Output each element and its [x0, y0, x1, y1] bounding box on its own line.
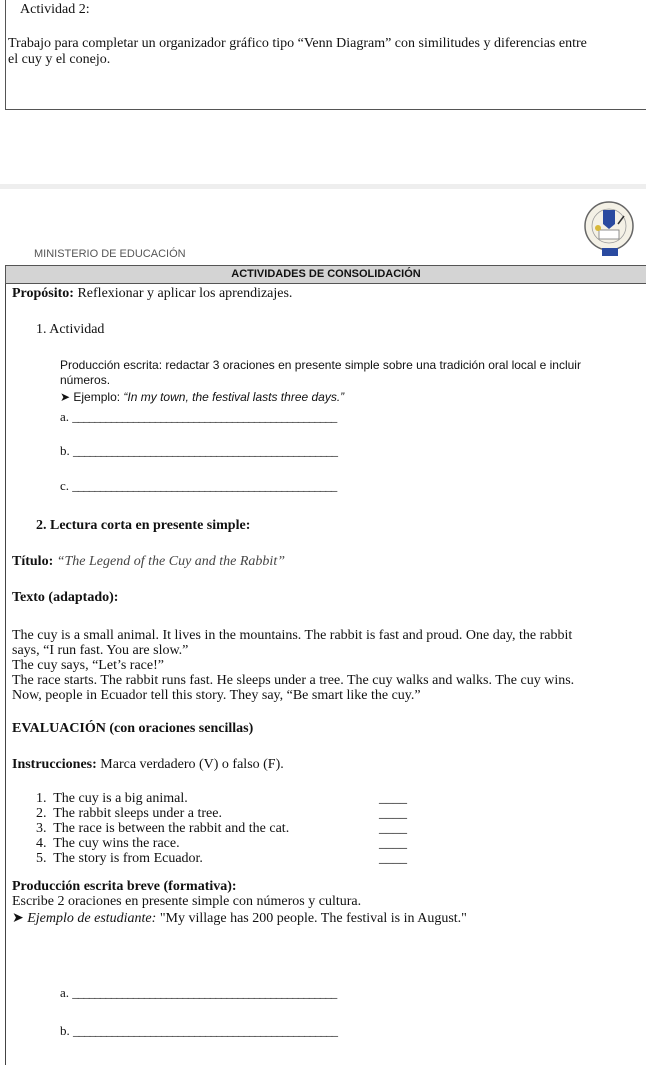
answer-line-b[interactable]: [60, 443, 337, 459]
item-text: The race is between the rabbit and the cat.: [53, 821, 290, 836]
tf-item-3: [36, 821, 486, 837]
answer-blank[interactable]: ____: [379, 821, 407, 836]
answer-line-c[interactable]: [60, 478, 336, 494]
instructions-label: Instrucciones:: [12, 757, 97, 772]
blank-label: b.: [60, 443, 70, 458]
page-separator: [0, 184, 646, 189]
evaluation-heading: EVALUACIÓN (con oraciones sencillas): [12, 721, 254, 736]
ministry-label: MINISTERIO DE EDUCACIÓN: [34, 248, 186, 260]
activity-2-heading: 2. Lectura corta en presente simple:: [36, 518, 251, 533]
title-text: “The Legend of the Cuy and the Rabbit”: [56, 554, 285, 569]
section-header-title: ACTIVIDADES DE CONSOLIDACIÓN: [231, 268, 421, 280]
reading-line: The cuy is a small animal. It lives in the mountains. The rabbit is fast and proud. One day, the rabbit: [12, 628, 573, 643]
item-number: 4.: [36, 836, 47, 851]
reading-line: The cuy says, “Let’s race!”: [12, 658, 164, 673]
item-number: 5.: [36, 851, 47, 866]
tf-item-2: [36, 806, 486, 822]
left-border: [5, 265, 6, 1065]
item-number: 1.: [36, 791, 47, 806]
evaluation-instructions: [12, 757, 284, 773]
purpose-text: Reflexionar y aplicar los aprendizajes.: [77, 286, 293, 301]
blank-line: ________________________________________________: [72, 985, 337, 1000]
blank-label: a.: [60, 409, 70, 424]
instructions-text: Marca verdadero (V) o falso (F).: [100, 757, 284, 772]
answer-blank[interactable]: ____: [379, 791, 407, 806]
activity-2-text: Trabajo para completar un organizador gráfico tipo “Venn Diagram” con similitudes y diferencias entre: [8, 36, 587, 51]
answer-blank[interactable]: ____: [379, 836, 407, 851]
activity-1-heading: 1. Actividad: [36, 322, 105, 337]
writing-heading: Producción escrita breve (formativa):: [12, 879, 237, 894]
blank-line: ________________________________________________: [73, 443, 337, 458]
purpose-label: Propósito:: [12, 286, 74, 301]
reading-line: Now, people in Ecuador tell this story. They say, “Be smart like the cuy.”: [12, 688, 421, 703]
blank-label: b.: [60, 1023, 70, 1038]
writing-example: ➤ Ejemplo de estudiante: "My village has 200 people. The festival is in August.": [12, 911, 467, 926]
activity-2-title: Actividad 2:: [20, 2, 90, 17]
example-text: "My village has 200 people. The festival is in August.": [156, 911, 467, 926]
blank-line: ________________________________________________: [72, 478, 337, 493]
item-text: The story is from Ecuador.: [53, 851, 203, 866]
title-label: Título:: [12, 554, 54, 569]
example-label: Ejemplo:: [73, 390, 124, 404]
activity-1-instructions-cont: números.: [60, 373, 111, 387]
blank-line: ________________________________________________: [72, 409, 337, 424]
answer-line-a[interactable]: [60, 409, 336, 425]
section-header-bar: [5, 265, 646, 284]
answer-blank[interactable]: ____: [379, 806, 407, 821]
activity-1-example: ➤ Ejemplo: “In my town, the festival lasts three days.”: [60, 390, 345, 404]
item-text: The cuy is a big animal.: [53, 791, 188, 806]
example-text: “In my town, the festival lasts three days.”: [123, 390, 345, 404]
blank-label: a.: [60, 985, 70, 1000]
tf-item-5: [36, 851, 486, 867]
item-number: 3.: [36, 821, 47, 836]
answer-blank[interactable]: ____: [379, 851, 407, 866]
item-number: 2.: [36, 806, 47, 821]
writing-line-a[interactable]: [60, 985, 336, 1001]
school-seal-logo: [582, 200, 636, 258]
text-label: Texto (adaptado):: [12, 590, 119, 605]
tf-item-1: [36, 791, 486, 807]
reading-line: The race starts. The rabbit runs fast. He sleeps under a tree. The cuy walks and walks. The cuy wins.: [12, 673, 575, 688]
blank-line: ________________________________________________: [73, 1023, 337, 1038]
activity-1-instructions: Producción escrita: redactar 3 oraciones en presente simple sobre una tradición oral local e incluir: [60, 358, 581, 372]
purpose: [12, 286, 292, 302]
reading-line: says, “I run fast. You are slow.”: [12, 643, 189, 658]
item-text: The rabbit sleeps under a tree.: [53, 806, 222, 821]
writing-instructions: Escribe 2 oraciones en presente simple con números y cultura.: [12, 894, 362, 909]
tf-item-4: [36, 836, 486, 852]
reading-title: [12, 554, 285, 570]
item-text: The cuy wins the race.: [53, 836, 180, 851]
example-label: Ejemplo de estudiante:: [27, 911, 157, 926]
blank-label: c.: [60, 478, 70, 493]
writing-line-b[interactable]: [60, 1023, 337, 1039]
activity-2-text-cont: el cuy y el conejo.: [8, 52, 111, 67]
